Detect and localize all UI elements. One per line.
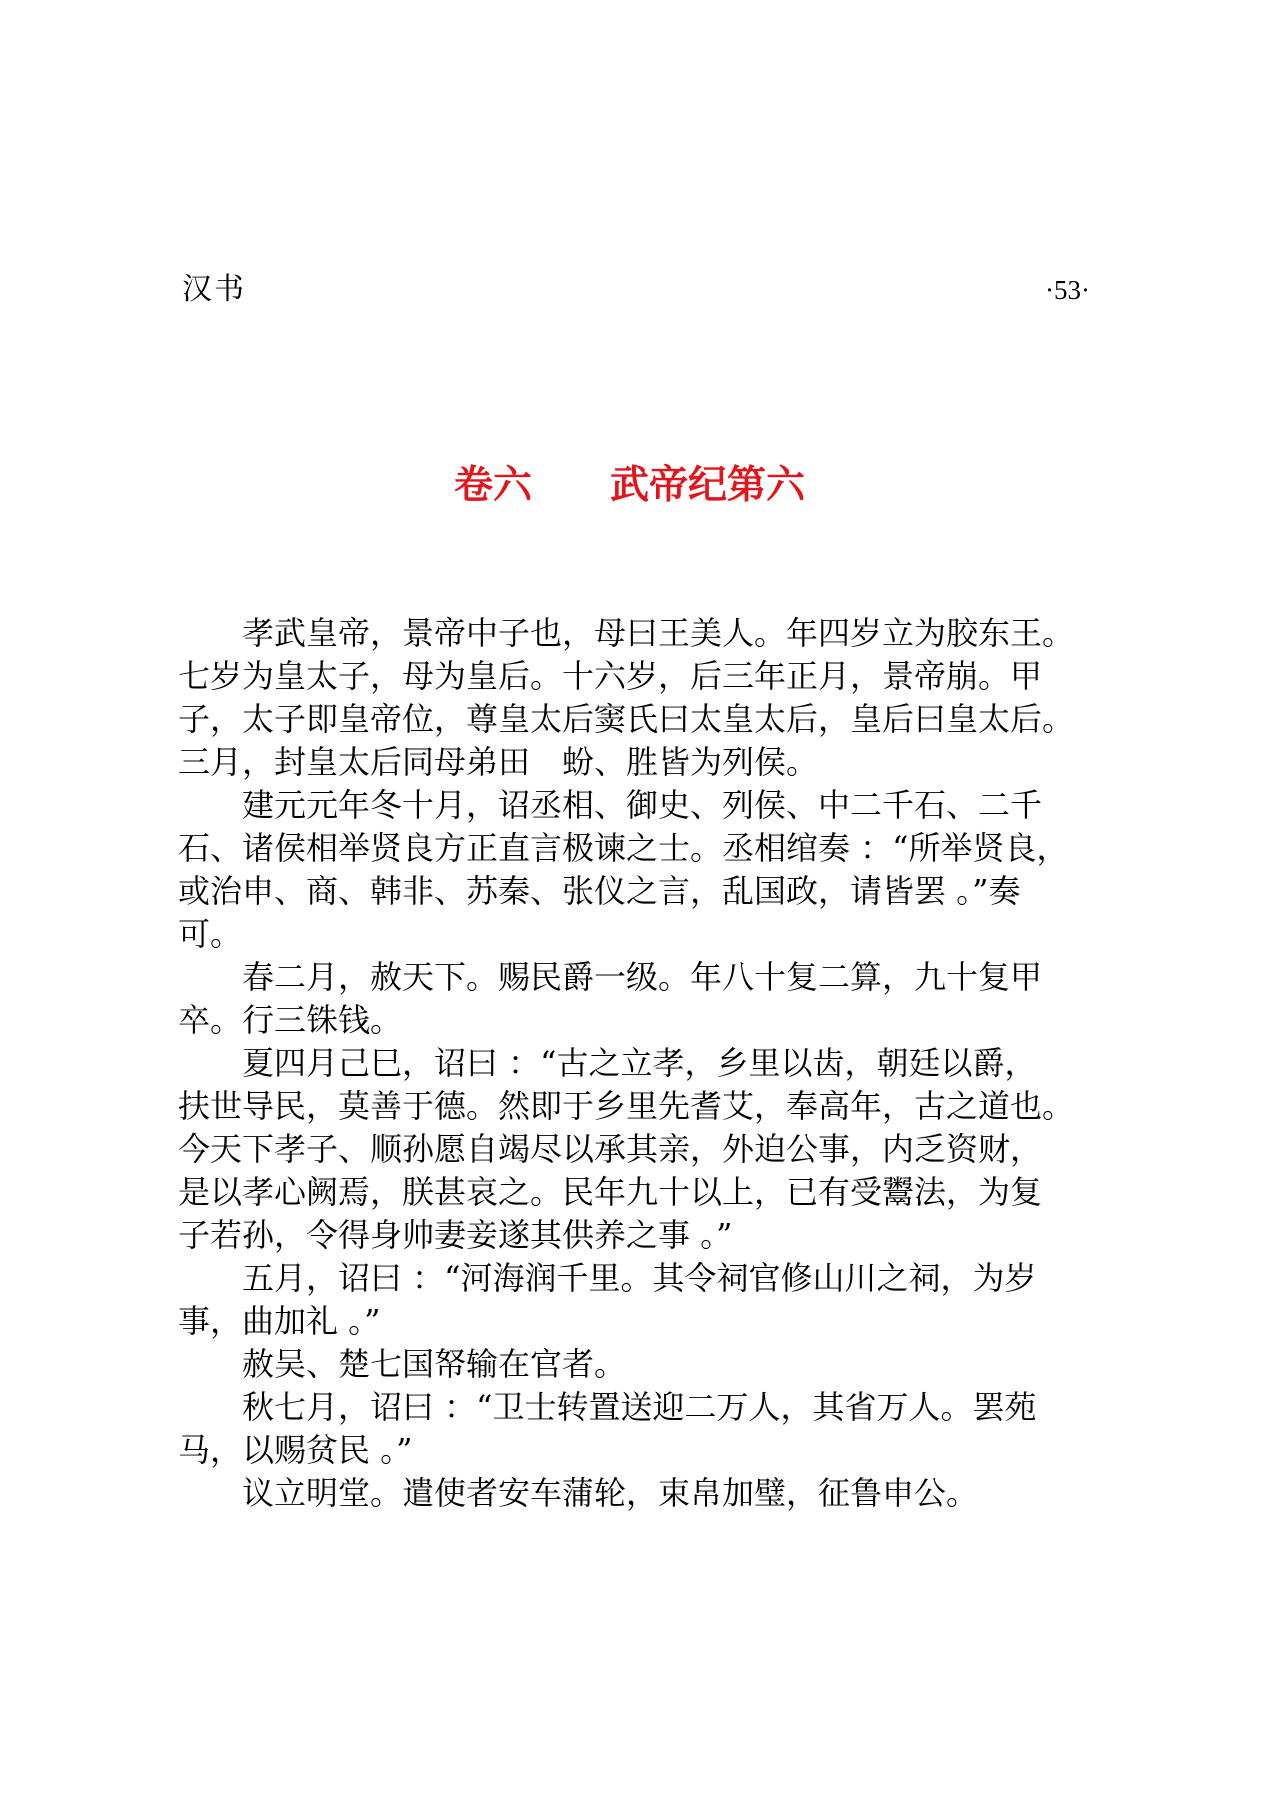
running-head-book-title: 汉书 (182, 272, 246, 307)
text-line: 子若孙，令得身帅妻妾遂其供养之事 。” (178, 1216, 733, 1254)
chapter-title (454, 462, 805, 510)
body-text (178, 612, 1098, 1515)
paragraph (178, 1343, 1098, 1386)
paragraph (178, 1386, 1098, 1472)
text-line: 七岁为皇太子，母为皇后。十六岁，后三年正月，景帝崩。甲 (178, 657, 1043, 695)
paragraph (178, 1042, 1098, 1257)
text-line: 三月，封皇太后同母弟田 蚡、胜皆为列侯。 (178, 743, 819, 781)
paragraph (178, 1257, 1098, 1343)
text-line: 夏四月己巳，诏曰 ：“古之立孝，乡里以齿，朝廷以爵， (242, 1044, 1037, 1082)
text-line: 建元元年冬十月，诏丞相、御史、列侯、中二千石、二千 (242, 786, 1043, 824)
paragraph (178, 1472, 1098, 1515)
text-line: 或治申、商、韩非、苏秦、张仪之言，乱国政，请皆罢 。”奏 (178, 872, 1021, 910)
text-line: 事，曲加礼 。” (178, 1302, 381, 1340)
text-line: 是以孝心阙焉，朕甚哀之。民年九十以上，已有受鬻法，为复 (178, 1173, 1043, 1211)
text-line: 赦吴、楚七国帑输在官者。 (242, 1345, 627, 1383)
text-line: 扶世导民，莫善于德。然即于乡里先耆艾，奉高年，古之道也。 (178, 1087, 1075, 1125)
text-line: 卒。行三铢钱。 (178, 1001, 403, 1039)
chapter-volume: 卷六 (454, 463, 533, 508)
paragraph (178, 956, 1098, 1042)
text-line: 孝武皇帝，景帝中子也，母曰王美人。年四岁立为胶东王。 (242, 614, 1075, 652)
text-line: 秋七月，诏曰 ：“卫士转置送迎二万人，其省万人。罢苑 (242, 1388, 1037, 1426)
page-number: ·53· (1045, 275, 1090, 305)
paragraph (178, 612, 1098, 784)
text-line: 可。 (178, 915, 243, 953)
paragraph (178, 784, 1098, 956)
chapter-name: 武帝纪第六 (610, 463, 806, 508)
text-line: 五月，诏曰 ：“河海润千里。其令祠官修山川之祠，为岁 (242, 1259, 1037, 1297)
text-line: 石、诸侯相举贤良方正直言极谏之士。丞相绾奏 ：“所举贤良， (178, 829, 1069, 867)
text-line: 子，太子即皇帝位，尊皇太后窦氏曰太皇太后，皇后曰皇太后。 (178, 700, 1075, 738)
text-line: 议立明堂。遣使者安车蒲轮，束帛加璧，征鲁申公。 (242, 1474, 979, 1512)
text-line: 春二月，赦天下。赐民爵一级。年八十复二算，九十复甲 (242, 958, 1043, 996)
text-line: 马，以赐贫民 。” (178, 1431, 413, 1469)
text-line: 今天下孝子、顺孙愿自竭尽以承其亲，外迫公事，内乏资财， (178, 1130, 1043, 1168)
